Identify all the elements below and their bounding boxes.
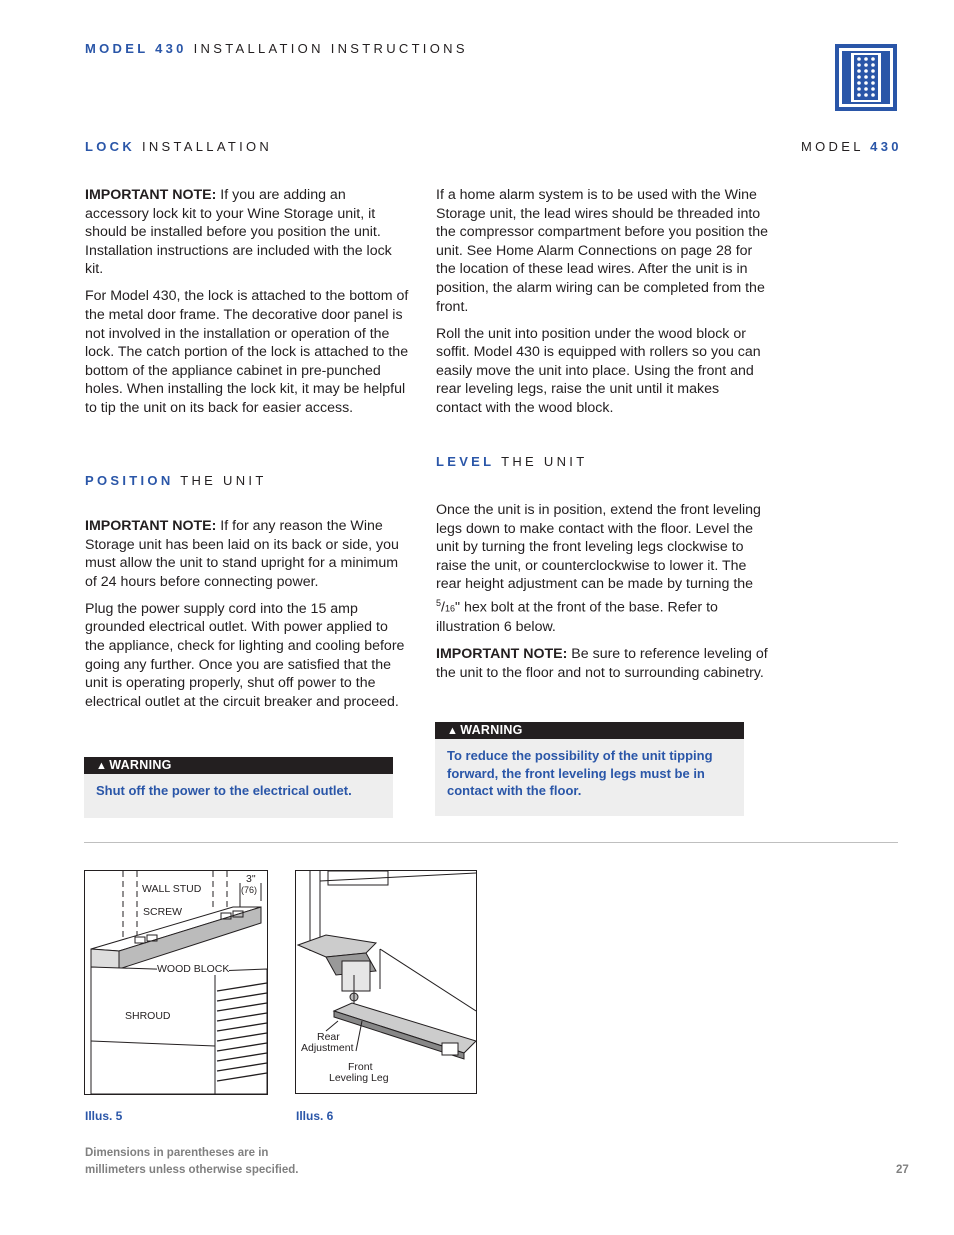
warning-message: To reduce the possibility of the unit tipping forward, the front leveling legs must be in contact with the floor. xyxy=(447,748,713,798)
alarm-text xyxy=(436,186,768,426)
note-label: IMPORTANT NOTE: xyxy=(85,518,217,534)
model-tag-number: 430 xyxy=(870,139,902,154)
dim-76mm: (76) xyxy=(241,885,258,895)
level-para-b: " hex bolt at the front of the base. Refer to illustration 6 below. xyxy=(436,599,718,636)
footer-note xyxy=(85,1145,298,1179)
alarm-para: If a home alarm system is to be used with the Wine Storage unit, the lead wires should be threaded into the compressor compartment before you position the unit. See Home Alarm Connections on page 28 for the location of these lead wires. After the unit is in position, the alarm wiring can be completed from the front. xyxy=(436,187,768,315)
page-number: 27 xyxy=(896,1164,909,1176)
label-rear: Rear xyxy=(317,1031,340,1043)
illustration-5 xyxy=(84,870,268,1095)
note-label: IMPORTANT NOTE: xyxy=(85,187,217,203)
section-divider xyxy=(84,842,898,843)
lock-heading xyxy=(85,139,272,154)
footer-line-2: millimeters unless otherwise specified. xyxy=(85,1164,299,1176)
warning-box-power xyxy=(84,757,393,818)
illus6-caption: Illus. 6 xyxy=(296,1109,334,1123)
leveling-leg-drawing xyxy=(296,871,476,1093)
label-adjustment: Adjustment xyxy=(301,1042,354,1054)
label-wall-stud: WALL STUD xyxy=(142,883,202,895)
label-leveling-leg: Leveling Leg xyxy=(329,1072,389,1084)
fraction-denominator: 16 xyxy=(444,603,455,614)
warning-bar xyxy=(435,722,744,739)
position-text xyxy=(85,517,410,720)
header-title: INSTALLATION INSTRUCTIONS xyxy=(193,41,468,56)
level-para: Once the unit is in position, extend the front leveling legs down to make contact with the floor. Level the unit by turning the front leveling legs clockwise to raise the unit, or counterclockwise to lower it. The rear height adjustment can be made by turning the $^5$/16" hex bolt at the front of the base. Refer to illustration 6 below. xyxy=(436,502,761,636)
note-label: IMPORTANT NOTE: xyxy=(436,646,568,663)
lock-text xyxy=(85,186,410,426)
header-model: MODEL 430 xyxy=(85,41,187,56)
footer-line-1: Dimensions in parentheses are in xyxy=(85,1147,269,1159)
label-wood-block: WOOD BLOCK xyxy=(157,963,230,975)
position-heading-accent: POSITION xyxy=(85,473,174,488)
warning-label: WARNING xyxy=(460,723,523,737)
running-header xyxy=(85,41,468,56)
warning-label: WARNING xyxy=(109,758,172,772)
lock-heading-rest: INSTALLATION xyxy=(141,139,273,154)
note-text: If you are adding an accessory lock kit to your Wine Storage unit, it should be installed before you position the unit. Installation instructions are included with the lock kit. xyxy=(85,187,392,278)
lock-note xyxy=(85,186,410,279)
dim-3in: 3" xyxy=(246,873,256,885)
level-note xyxy=(436,645,768,682)
level-heading-rest: THE UNIT xyxy=(501,454,588,469)
level-text xyxy=(436,501,768,691)
level-heading-accent: LEVEL xyxy=(436,454,495,469)
warning-triangle-icon: ▲ xyxy=(96,760,108,772)
label-shroud: SHROUD xyxy=(125,1010,171,1022)
note-text: Be sure to reference leveling of the unit to the floor and not to surrounding cabinetry. xyxy=(436,646,768,681)
illustration-6 xyxy=(295,870,477,1094)
lock-para: For Model 430, the lock is attached to the bottom of the metal door frame. The decorative door panel is not involved in the installation or operation of the lock. The catch portion of the lock is attached to the bottom of the appliance cabinet in pre-punched holes. When installing the lock kit, it may be helpful to tip the unit on its back for easier access. xyxy=(85,288,409,417)
model-tag-word: MODEL xyxy=(801,139,864,154)
label-front: Front xyxy=(348,1061,373,1073)
wine-rack-logo-icon xyxy=(835,44,897,111)
wood-block-installation-drawing xyxy=(85,871,267,1094)
warning-bar xyxy=(84,757,393,774)
position-para: Plug the power supply cord into the 15 amp grounded electrical outlet. With power applied to the appliance, check for lighting and cooling before going any further. Once you are satisfied that the unit is operating properly, shut off power to the electrical outlet at the circuit breaker and proceed. xyxy=(85,600,405,710)
roll-para: Roll the unit into position under the wood block or soffit. Model 430 is equipped with rollers so you can easily move the unit into place. Using the front and rear leveling legs, raise the unit until it makes contact with the wood block. xyxy=(436,325,761,417)
fraction-numerator: 5 xyxy=(436,597,442,608)
label-screw: SCREW xyxy=(143,906,183,918)
position-note xyxy=(85,517,410,591)
warning-message: Shut off the power to the electrical outlet. xyxy=(96,783,352,798)
warning-triangle-icon: ▲ xyxy=(447,725,459,737)
level-heading xyxy=(436,454,587,469)
note-text: If for any reason the Wine Storage unit has been laid on its back or side, you must allow the unit to stand upright for a minimum of 24 hours before connecting power. xyxy=(85,518,399,590)
position-heading xyxy=(85,473,267,488)
illus5-caption: Illus. 5 xyxy=(85,1109,123,1123)
position-heading-rest: THE UNIT xyxy=(180,473,267,488)
warning-box-tipping xyxy=(435,722,744,816)
level-para-a: Once the unit is in position, extend the front leveling legs down to make contact with the floor. Level the unit by turning the front leveling legs clockwise to raise the unit, or counterclockwise to lower it. The rear height adjustment can be made by turning the xyxy=(436,502,761,593)
lock-heading-accent: LOCK xyxy=(85,139,136,154)
model-tag xyxy=(801,139,902,154)
